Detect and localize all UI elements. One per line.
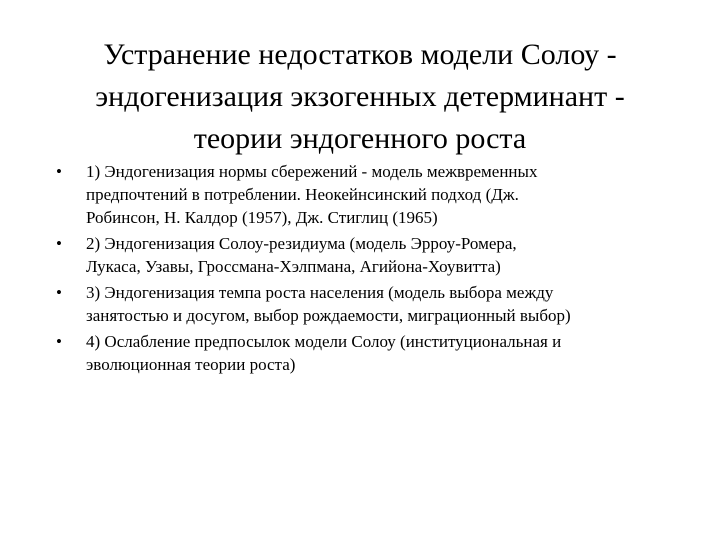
bullet-item-3-line-2: занятостью и досугом, выбор рождаемости, миграционный выбор) [86,306,571,325]
bullet-item-4 [56,330,676,376]
bullet-item-1-line-2: предпочтений в потреблении. Неокейнсинский подход (Дж. [86,185,519,204]
bullet-item-3-line-1: 3) Эндогенизация темпа роста населения (модель выбора между [86,283,554,302]
bullet-item-2-line-2: Лукаса, Узавы, Гроссмана-Хэлпмана, Агийона-Хоувитта) [86,257,501,276]
bullet-item-2 [56,232,676,278]
bullet-item-1 [56,160,676,229]
bullet-item-3 [56,281,676,327]
bullet-item-4-line-2: эволюционная теории роста) [86,355,296,374]
bullet-list [56,160,676,379]
slide-title [36,34,684,160]
bullet-dot-icon: • [56,162,62,181]
slide-title-line-3: теории эндогенного роста [193,122,527,155]
bullet-item-2-line-1: 2) Эндогенизация Солоу-резидиума (модель Эрроу-Ромера, [86,234,517,253]
bullet-dot-icon: • [56,234,62,253]
bullet-dot-icon: • [56,283,62,302]
bullet-item-1-line-3: Робинсон, Н. Калдор (1957), Дж. Стиглиц (1965) [86,208,438,227]
slide-title-line-2: эндогенизация экзогенных детерминант - [95,80,625,113]
bullet-item-4-line-1: 4) Ослабление предпосылок модели Солоу (институциональная и [86,332,562,351]
slide-title-line-1: Устранение недостатков модели Солоу - [103,38,617,71]
bullet-item-1-line-1: 1) Эндогенизация нормы сбережений - модель межвременных [86,162,538,181]
bullet-dot-icon: • [56,332,62,351]
